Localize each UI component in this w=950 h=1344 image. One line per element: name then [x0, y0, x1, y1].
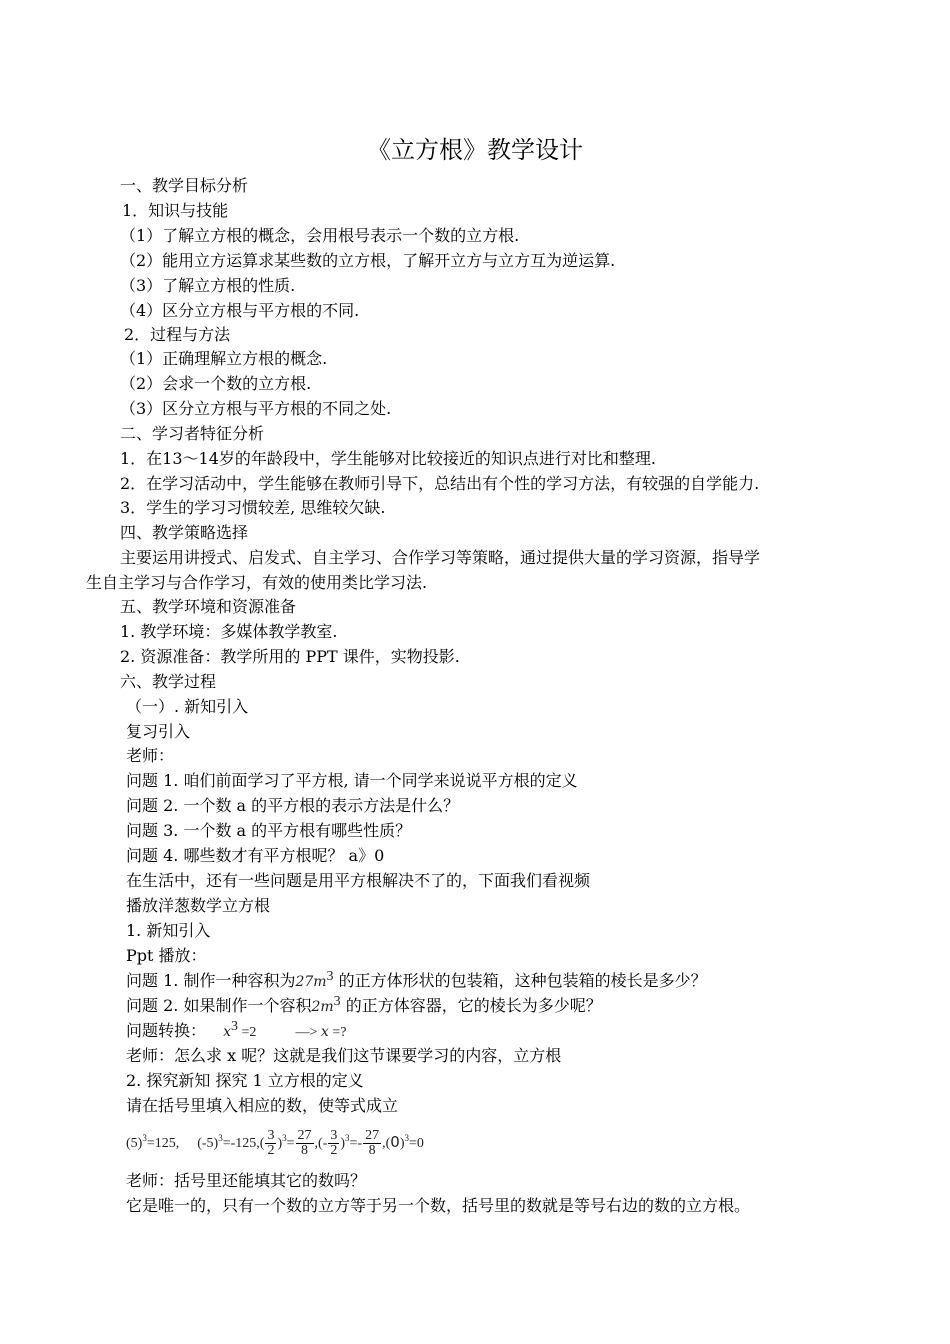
section-heading: 四、教学策略选择 — [120, 523, 249, 542]
math-term: 0 — [390, 1133, 400, 1151]
fraction-numerator: 3 — [330, 1128, 338, 1144]
text-line: 问题 1. 咱们前面学习了平方根, 请一个同学来说说平方根的定义 — [126, 771, 578, 790]
subheading: 1．知识与技能 — [122, 201, 229, 220]
fraction — [328, 1129, 339, 1158]
math-exponent: 3 — [326, 969, 334, 984]
question-2-line — [126, 995, 602, 1018]
text-line: 请在括号里填入相应的数，使等式成立 — [126, 1096, 399, 1115]
text-line: 问题 4. 哪些数才有平方根呢？ a》0 — [126, 846, 385, 865]
question-1-line — [126, 970, 707, 993]
fraction — [265, 1129, 276, 1158]
text-line: 2. 探究新知 探究 1 立方根的定义 — [126, 1071, 364, 1090]
text-line: 问题 3. 一个数 a 的平方根有哪些性质？ — [126, 821, 412, 840]
math-exponent: 3 — [404, 1133, 409, 1143]
text-line: 1. 教学环境：多媒体教学教室. — [120, 622, 338, 641]
subheading: （一）. 新知引入 — [126, 697, 249, 716]
math-exponent: 3 — [142, 1133, 147, 1143]
math-term: =- — [349, 1136, 363, 1151]
math-exponent: 3 — [282, 1133, 287, 1143]
math-exponent: 3 — [333, 994, 341, 1009]
fraction — [363, 1129, 381, 1158]
text-segment: 问题 2. 如果制作一个容积 — [126, 996, 312, 1015]
fraction-numerator: 27 — [365, 1128, 380, 1144]
text-line: 生自主学习与合作学习，有效的使用类比学习法. — [86, 573, 428, 592]
text-line: 老师：怎么求 x 呢？这就是我们这节课要学习的内容，立方根 — [126, 1046, 562, 1065]
text-line: （1）了解立方根的概念，会用根号表示一个数的立方根. — [120, 226, 520, 245]
text-line: （3）区分立方根与平方根的不同之处. — [120, 399, 392, 418]
math-term: ,(- — [314, 1136, 328, 1151]
text-segment: 的正方体容器，它的棱长为多少呢？ — [340, 996, 602, 1015]
fraction-numerator: 27 — [297, 1128, 312, 1144]
fraction-denominator: 8 — [301, 1143, 309, 1159]
math-term: =0 — [409, 1136, 424, 1151]
text-line: （2）会求一个数的立方根. — [120, 374, 312, 393]
math-expression: 2m — [311, 999, 334, 1015]
text-line: 问题 2. 一个数 a 的平方根的表示方法是什么？ — [126, 796, 460, 815]
text-line: 2. 资源准备：教学所用的 PPT 课件，实物投影. — [120, 647, 460, 666]
text-line: 复习引入 — [126, 722, 191, 741]
subheading: 2．过程与方法 — [124, 325, 231, 344]
math-term: ) — [277, 1136, 283, 1151]
math-term: ) — [340, 1136, 346, 1151]
text-line: 主要运用讲授式、启发式、自主学习、合作学习等策略，通过提供大量的学习资源，指导学 — [120, 548, 761, 567]
text-line: 在生活中，还有一些问题是用平方根解决不了的，下面我们看视频 — [126, 871, 591, 890]
math-exponent: 3 — [218, 1133, 223, 1143]
math-term: =-125,( — [222, 1136, 265, 1151]
text-line: 2．在学习活动中，学生能够在教师引导下，总结出有个性的学习方法，有较强的自学能力. — [120, 474, 760, 493]
problem-conversion-line — [126, 1020, 346, 1044]
text-line: 1．在13～14岁的年龄段中，学生能够对比较接近的知识点进行对比和整理. — [120, 449, 656, 468]
math-equation: =? — [328, 1025, 347, 1040]
math-term: ) — [399, 1136, 405, 1151]
page-title: 《立方根》教学设计 — [367, 136, 583, 164]
text-line: 3．学生的学习习惯较差, 思维较欠缺. — [120, 498, 386, 517]
text-line: 它是唯一的，只有一个数的立方等于另一个数，括号里的数就是等号右边的数的立方根。 — [126, 1196, 751, 1215]
math-term: ,( — [382, 1136, 391, 1151]
text-line: （4）区分立方根与平方根的不同. — [120, 301, 360, 320]
text-line: 老师： — [126, 746, 175, 765]
math-exponent: 3 — [231, 1019, 239, 1034]
text-line: （1）正确理解立方根的概念. — [120, 349, 328, 368]
text-line: （3）了解立方根的性质. — [120, 276, 296, 295]
math-term: (-5) — [197, 1136, 219, 1151]
text-line: （2）能用立方运算求某些数的立方根，了解开立方与立方互为逆运算. — [120, 251, 616, 270]
section-heading: 六、教学过程 — [120, 672, 217, 691]
math-exponent: 3 — [345, 1133, 350, 1143]
math-expression: 27m — [295, 974, 327, 990]
text-line: Ppt 播放： — [126, 946, 207, 965]
section-heading: 二、学习者特征分析 — [120, 424, 265, 443]
math-term: =125, — [146, 1136, 180, 1151]
text-line: 1. 新知引入 — [126, 921, 211, 940]
arrow-symbol: —> — [295, 1025, 321, 1040]
math-variable: x — [223, 1024, 232, 1040]
cube-equations — [126, 1124, 424, 1162]
math-term: (5) — [126, 1136, 143, 1151]
text-line: 老师：括号里还能填其它的数吗？ — [126, 1171, 367, 1190]
text-line: 播放洋葱数学立方根 — [126, 896, 271, 915]
text-segment: 问题 1. 制作一种容积为 — [126, 971, 296, 990]
fraction-numerator: 3 — [267, 1128, 275, 1144]
fraction-denominator: 2 — [330, 1143, 338, 1159]
fraction — [296, 1129, 314, 1158]
math-variable: x — [320, 1024, 329, 1040]
math-term: = — [286, 1136, 295, 1151]
fraction-denominator: 8 — [368, 1143, 376, 1159]
math-equation: =2 — [238, 1025, 257, 1040]
section-heading: 一、教学目标分析 — [120, 176, 249, 195]
section-heading: 五、教学环境和资源准备 — [120, 597, 297, 616]
text-segment: 的正方体形状的包装箱，这种包装箱的棱长是多少？ — [333, 971, 707, 990]
fraction-denominator: 2 — [267, 1143, 275, 1159]
text-segment: 问题转换： — [126, 1021, 207, 1040]
